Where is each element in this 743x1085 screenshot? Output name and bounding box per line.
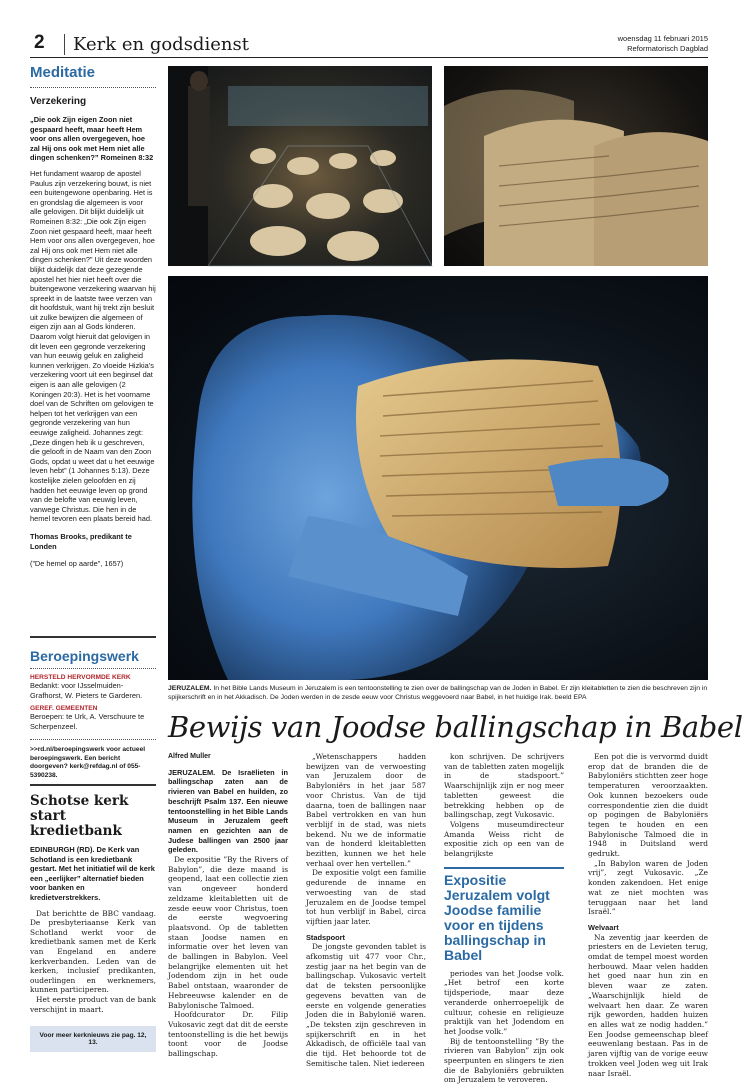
beroep-label-hhk: HERSTELD HERVORMDE KERK bbox=[30, 674, 131, 681]
article-c4p1: Een pot die is vervormd duidt erop dat de branden die de Babyloniërs stichtten zeer hoge temperaturen veroorzaakten. Ook kunnen bezoekers oude correspondentie zien die duidt op pogingen de Babyloniërs tegen te houden en een Babylonische Talmoed die in 1948 in Duitsland werd gedrukt. bbox=[588, 752, 708, 859]
article-c2p3: De jongste gevonden tablet is afkomstig uit 477 voor Chr., zestig jaar na het begin van de ballingschap. Vukosavic vertelt dat de teksten persoonlijke gegevens bevatten van de eerste en volgende generaties Joden die in Babylonië waren. „De teksten zijn geschreven in spijkerschrift en in het Akkadisch, de officiële taal van die tijd. Het behoorde tot de Semitische talen. Niet iedereen bbox=[306, 942, 426, 1068]
article-author: Alfred Muller bbox=[168, 753, 211, 760]
tablets-display-photo bbox=[168, 66, 432, 266]
article-c3p1: kon schrijven. De schrijvers van de tabletten zaten mogelijk in de stadspoort.” Waarschijnlijk zijn er nog meer tabletten geweest die betrekking hebben op de ballingschap, zegt Vukosavic. bbox=[444, 752, 564, 820]
article-c1p1: De expositie ”By the Rivers of Babylon”, die deze maand is geopend, laat een collectie zien van ongeveer honderd zeldzame kleitabletten uit de zesde eeuw voor Christus, toen de eerste wegvoering plaatsvond. Op de tabletten staan Joodse namen en informatie over het leven van de ballingen in Babylon. Veel belangrijke elementen uit het Jodendom zijn in het oude Babel ontstaan, waaronder de Hebreeuwse kalender en de Babylonische Talmoed. bbox=[168, 855, 288, 1010]
beroepingswerk-column bbox=[30, 636, 156, 780]
article-intertitle-stadspoort: Stadspoort bbox=[306, 932, 346, 942]
meditatie-kop: Meditatie bbox=[30, 64, 156, 88]
article-c3p2: Volgens museumdirecteur Amanda Weiss richt de expositie zich op een van de belangrijkste bbox=[444, 819, 564, 859]
article-column-1 bbox=[168, 752, 288, 1059]
beroep-link[interactable]: >>rd.nl/beroepingswerk voor actueel beroepingswerk. Een bericht doorgeven? kerk@refdag.nl of 055-5390238. bbox=[30, 739, 156, 780]
page-number: 2 bbox=[34, 32, 45, 53]
section-title: Kerk en godsdienst bbox=[64, 34, 249, 55]
page-header bbox=[30, 32, 708, 58]
beroep-text-hhk: Bedankt: voor IJsselmuiden-Grafhorst, W. Pieters te Garderen. bbox=[30, 681, 143, 700]
article-headline: Bewijs van Joodse ballingschap in Babel bbox=[168, 710, 743, 744]
article-column-2 bbox=[306, 752, 426, 1069]
article-c2p1: „Wetenschappers hadden bewijzen van de verwoesting van Jeruzalem door de Babyloniërs in het jaar 587 voor Christus. Van de tijd daarna, toen de ballingen naar Babel vertrokken en van hun verblijf in de stad, was niets bekend. Nu we de informatie van de honderd kleitabletten bezitten, kunnen we het hele verhaal over hen vertellen.” bbox=[306, 752, 426, 868]
schotse-p1: Dat berichtte de BBC vandaag. De presbyteriaanse Kerk van Schotland werkt voor de kredietbank samen met de Kerk van Engeland en andere kerkverbanden. Leden van de kerken, inclusief predikanten, ouderlingen en werknemers, kunnen participeren. bbox=[30, 908, 156, 995]
gloved-hand-tablet-photo bbox=[168, 276, 708, 680]
beroep-label-gg: GEREF. GEMEENTEN bbox=[30, 705, 98, 713]
header-meta bbox=[618, 34, 708, 54]
schotse-body bbox=[30, 909, 156, 1015]
meditatie-title: Verzekering bbox=[30, 96, 87, 107]
schotse-lead: EDINBURGH (RD). De Kerk van Schotland is een kredietbank gestart. Met het initiatief wil de kerk een „eerlijker” alternatief bieden voor banken en kredietverstrekkers. bbox=[30, 845, 155, 902]
caption-text: In het Bible Lands Museum in Jeruzalem is een tentoonstelling te zien over de ballingschap van de Joden in Babel. Er zijn kleitabletten te zien die beschreven zijn in spijkerschrift en in het Akkadisch. De Joden werden in de zesde eeuw voor Christus weggevoerd naar Babel, in het huidige Irak. bbox=[168, 685, 708, 701]
meditatie-source: (”De hemel op aarde”, 1657) bbox=[30, 559, 124, 569]
article-c2p2: De expositie volgt een familie gedurende de inname en verwoesting van de stad Jeruzalem en de Joodse tempel tot hun verblijf in Babel, circa vijftien jaar later. bbox=[306, 868, 426, 926]
paper-name: Reformatorisch Dagblad bbox=[627, 44, 708, 53]
caption-dateline: JERUZALEM. bbox=[168, 685, 212, 692]
caption-credit: beeld EPA bbox=[554, 694, 587, 701]
issue-date: woensdag 11 februari 2015 bbox=[617, 34, 708, 43]
article-lead: JERUZALEM. De Israëlieten in ballingschap zaten aan de rivieren van Babel en huilden, zo beschrijft Psalm 137. Een nieuwe tentoonstelling in het Bible Lands Museum in Jeruzalem geeft namen en gezichten aan de Judese ballingen van 2500 jaar geleden. bbox=[168, 767, 288, 855]
article-c1p2: Hoofdcurator Dr. Filip Vukosavic zegt dat dit de eerste tentoonstelling is die het bewijs toont voor de Joodse ballingschap. bbox=[168, 1010, 288, 1059]
tablets-closeup-photo bbox=[444, 66, 708, 266]
more-news-box: Voor meer kerknieuws zie pag. 12, 13. bbox=[30, 1026, 156, 1052]
meditatie-quote: „Die ook Zijn eigen Zoon niet gespaard heeft, maar heeft Hem voor ons allen overgegeven, hoe zal Hij ons ook met Hem niet alle dingen schenken?” Romeinen 8:32 bbox=[30, 115, 154, 163]
article-c3p4: Bij de tentoonstelling ”By the rivieren van Babylon” zijn ook speerpunten en slingers te zien die de Babyloniërs gebruikten om Jeruzalem te veroveren. bbox=[444, 1036, 564, 1085]
article-intertitle-welvaart: Welvaart bbox=[588, 922, 619, 932]
schotse-kerk-column bbox=[30, 784, 156, 1052]
article-column-3 bbox=[444, 752, 564, 1085]
schotse-headline: Schotse kerk start kredietbank bbox=[30, 793, 129, 839]
meditatie-body: Het fundament waarop de apostel Paulus zijn verzekering bouwt, is niet een buitengewone openbaring. Het is en grondslag die algemeen is voor alle gelovigen. Dit blijkt duidelijk uit Romeinen 8:32: „Die ook Zijn eigen Zoon niet gespaard heeft, maar heeft Hem voor ons allen overgegeven, hoe zal Hij ons ook met Hem niet alle dingen schenken?” Uit deze woorden blijkt duidelijk dat deze gezegende apostel het hier niet heeft over die buitengewone verzekering waarvan hij spreekt in de laatste twee verzen van dit hoofdstuk, want hij trekt zijn besluit uit zulke bewijzen die algemeen of eigen zijn aan al Gods kinderen. Daarom volgt hieruit dat gelovigen in dit leven een gegronde verzekering van hun eeuwig geluk en zaligheid kunnen verkrijgen. Zo vloeide Hizkia’s verzekering voort uit een beginsel dat eigen is aan alle gelovigen (2 Koningen 20:3). Het is het voorname doel van de Schriften om gelovigen te helpen tot het verkrijgen van een gegronde verzekering van hun eeuwige zaligheid. Johannes zegt: „Deze dingen heb ik u geschreven, die gelooft in de Naam van den Zoon Gods, opdat u weet dat u het eeuwige leven hebt” (1 Johannes 5:13). Deze kostelijke zielen geloofden en zij hadden het eeuwige leven op grond van de belofte van eeuwig leven, vanwege Christus. Die hen in de hemel tevoren een plaats bereid had. bbox=[30, 168, 156, 524]
article-c4p3: Na zeventig jaar keerden de priesters en de Levieten terug, omdat de tempel moest worden herbouwd. Maar velen hadden het goed naar hun zin en bleven waar ze zaten. „Waarschijnlijk hield de welvaart hen daar. Ze waren rijk geworden, hadden huizen en alles wat ze nodig hadden.” Een Joodse gemeenschap bleef eeuwenlang bestaan. Pas in de jaren vijftig van de vorige eeuw trokken veel Joden weg uit Irak naar Israël. bbox=[588, 932, 708, 1078]
article-column-4 bbox=[588, 752, 708, 1078]
meditatie-author: Thomas Brooks, predikant te Londen bbox=[30, 531, 132, 551]
beroepingswerk-kop: Beroepingswerk bbox=[30, 636, 156, 669]
schotse-p2: Het eerste product van de bank verschijnt in maart. bbox=[30, 994, 156, 1014]
article-pullquote: Expositie Jeruzalem volgt Joodse familie voor en tijdens ballingschap in Babel bbox=[444, 867, 564, 963]
article-c3p3: periodes van het Joodse volk. „Het betrof een korte tijdsperiode, maar deze veranderde onherroepelijk de cultuur, cohesie en religieuze praktijk van het Jodendom en het Joodse volk.” bbox=[444, 968, 564, 1036]
meditatie-column bbox=[30, 64, 156, 568]
beroep-text-gg: Beroepen: te Urk, A. Verschuure te Scherpenzeel. bbox=[30, 712, 145, 731]
photo-caption bbox=[168, 684, 708, 702]
article-c4p2: „In Babylon waren de Joden vrij”, zegt Vukosavic. „Ze konden zakendoen. Het enige wat ze niet mochten was teruggaan naar het land Israël.” bbox=[588, 858, 708, 917]
